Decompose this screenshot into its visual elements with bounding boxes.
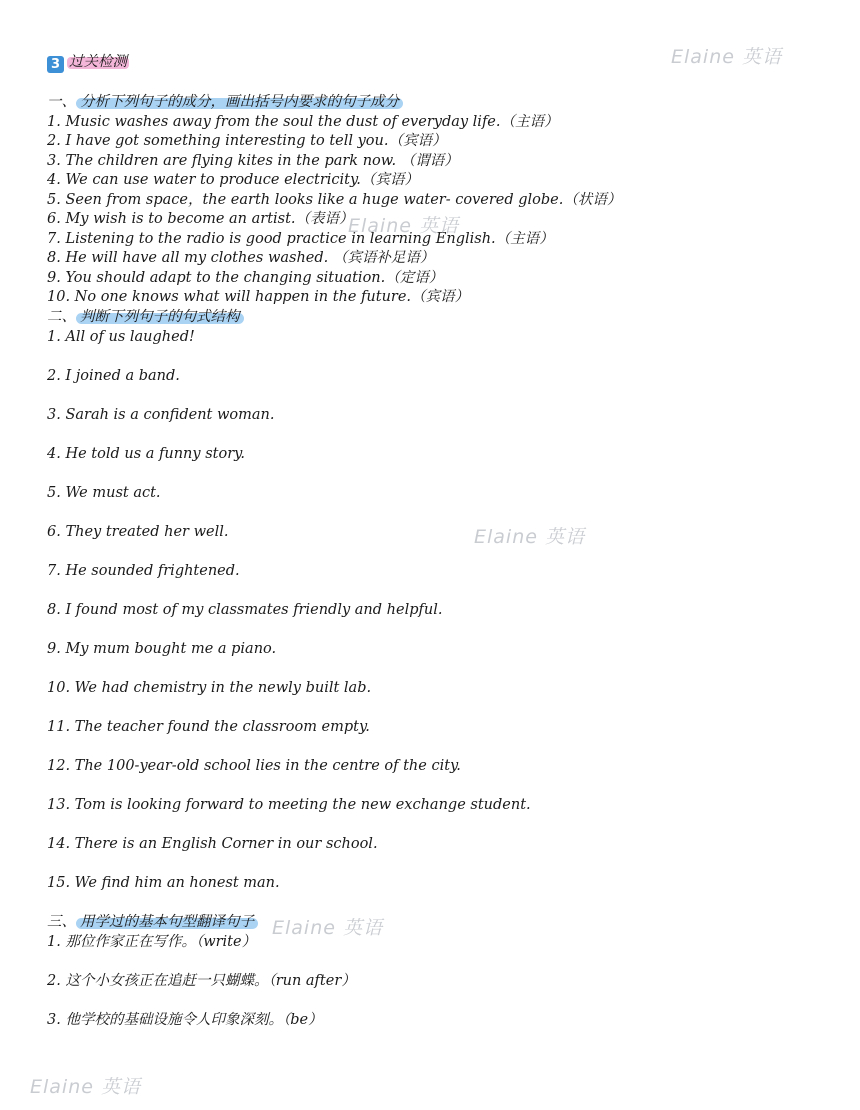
s1-question-7: 7. Listening to the radio is good practice in learning English.（主语） [47,231,554,247]
s2-question-14: 14. There is an English Corner in our school. [47,836,378,852]
s2-question-15: 15. We find him an honest man. [47,875,280,891]
section3-prefix: 三、 [47,914,76,930]
section1-heading [47,93,403,111]
section-title [47,53,129,73]
s2-question-8: 8. I found most of my classmates friendly and helpful. [47,602,443,618]
section-number-badge: 3 [47,56,64,73]
watermark: Elaine 英语 [348,215,459,237]
s2-question-10: 10. We had chemistry in the newly built lab. [47,680,372,696]
watermark: Elaine 英语 [474,526,585,548]
s2-question-12: 12. The 100-year-old school lies in the centre of the city. [47,758,461,774]
s1-question-6: 6. My wish is to become an artist.（表语） [47,211,354,227]
section3-heading [47,913,258,931]
s2-question-2: 2. I joined a band. [47,368,180,384]
section-title-text: 过关检测 [69,54,127,70]
s2-question-13: 13. Tom is looking forward to meeting the new exchange student. [47,797,531,813]
section1-heading-text: 分析下列句子的成分，画出括号内要求的句子成分 [76,94,403,110]
s1-question-1: 1. Music washes away from the soul the dust of everyday life.（主语） [47,114,559,130]
section2-heading-text: 判断下列句子的句式结构 [76,309,244,325]
s1-question-9: 9. You should adapt to the changing situation.（定语） [47,270,444,286]
section3-heading-text: 用学过的基本句型翻译句子 [76,914,258,930]
s2-question-6: 6. They treated her well. [47,524,229,540]
s1-question-8: 8. He will have all my clothes washed. （宾语补足语） [47,250,435,266]
s3-question-3: 3. 他学校的基础设施令人印象深刻。（be） [47,1012,323,1028]
s1-question-5: 5. Seen from space，the earth looks like a huge water- covered globe.（状语） [47,192,622,208]
s2-question-11: 11. The teacher found the classroom empty. [47,719,370,735]
section1-prefix: 一、 [47,94,76,110]
s3-question-1: 1. 那位作家正在写作。（write） [47,934,257,950]
watermark: Elaine 英语 [671,46,782,68]
section2-heading [47,308,244,326]
s2-question-1: 1. All of us laughed! [47,329,195,345]
s2-question-4: 4. He told us a funny story. [47,446,245,462]
s2-question-7: 7. He sounded frightened. [47,563,240,579]
watermark: Elaine 英语 [272,917,383,939]
watermark: Elaine 英语 [30,1076,141,1098]
s1-question-10: 10. No one knows what will happen in the future.（宾语） [47,289,470,305]
s1-question-2: 2. I have got something interesting to tell you.（宾语） [47,133,447,149]
s3-question-2: 2. 这个小女孩正在追赶一只蝴蝶。（run after） [47,973,356,989]
s2-question-5: 5. We must act. [47,485,161,501]
s2-question-3: 3. Sarah is a confident woman. [47,407,275,423]
s1-question-4: 4. We can use water to produce electricity.（宾语） [47,172,419,188]
section2-prefix: 二、 [47,309,76,325]
s1-question-3: 3. The children are flying kites in the park now. （谓语） [47,153,459,169]
s2-question-9: 9. My mum bought me a piano. [47,641,277,657]
